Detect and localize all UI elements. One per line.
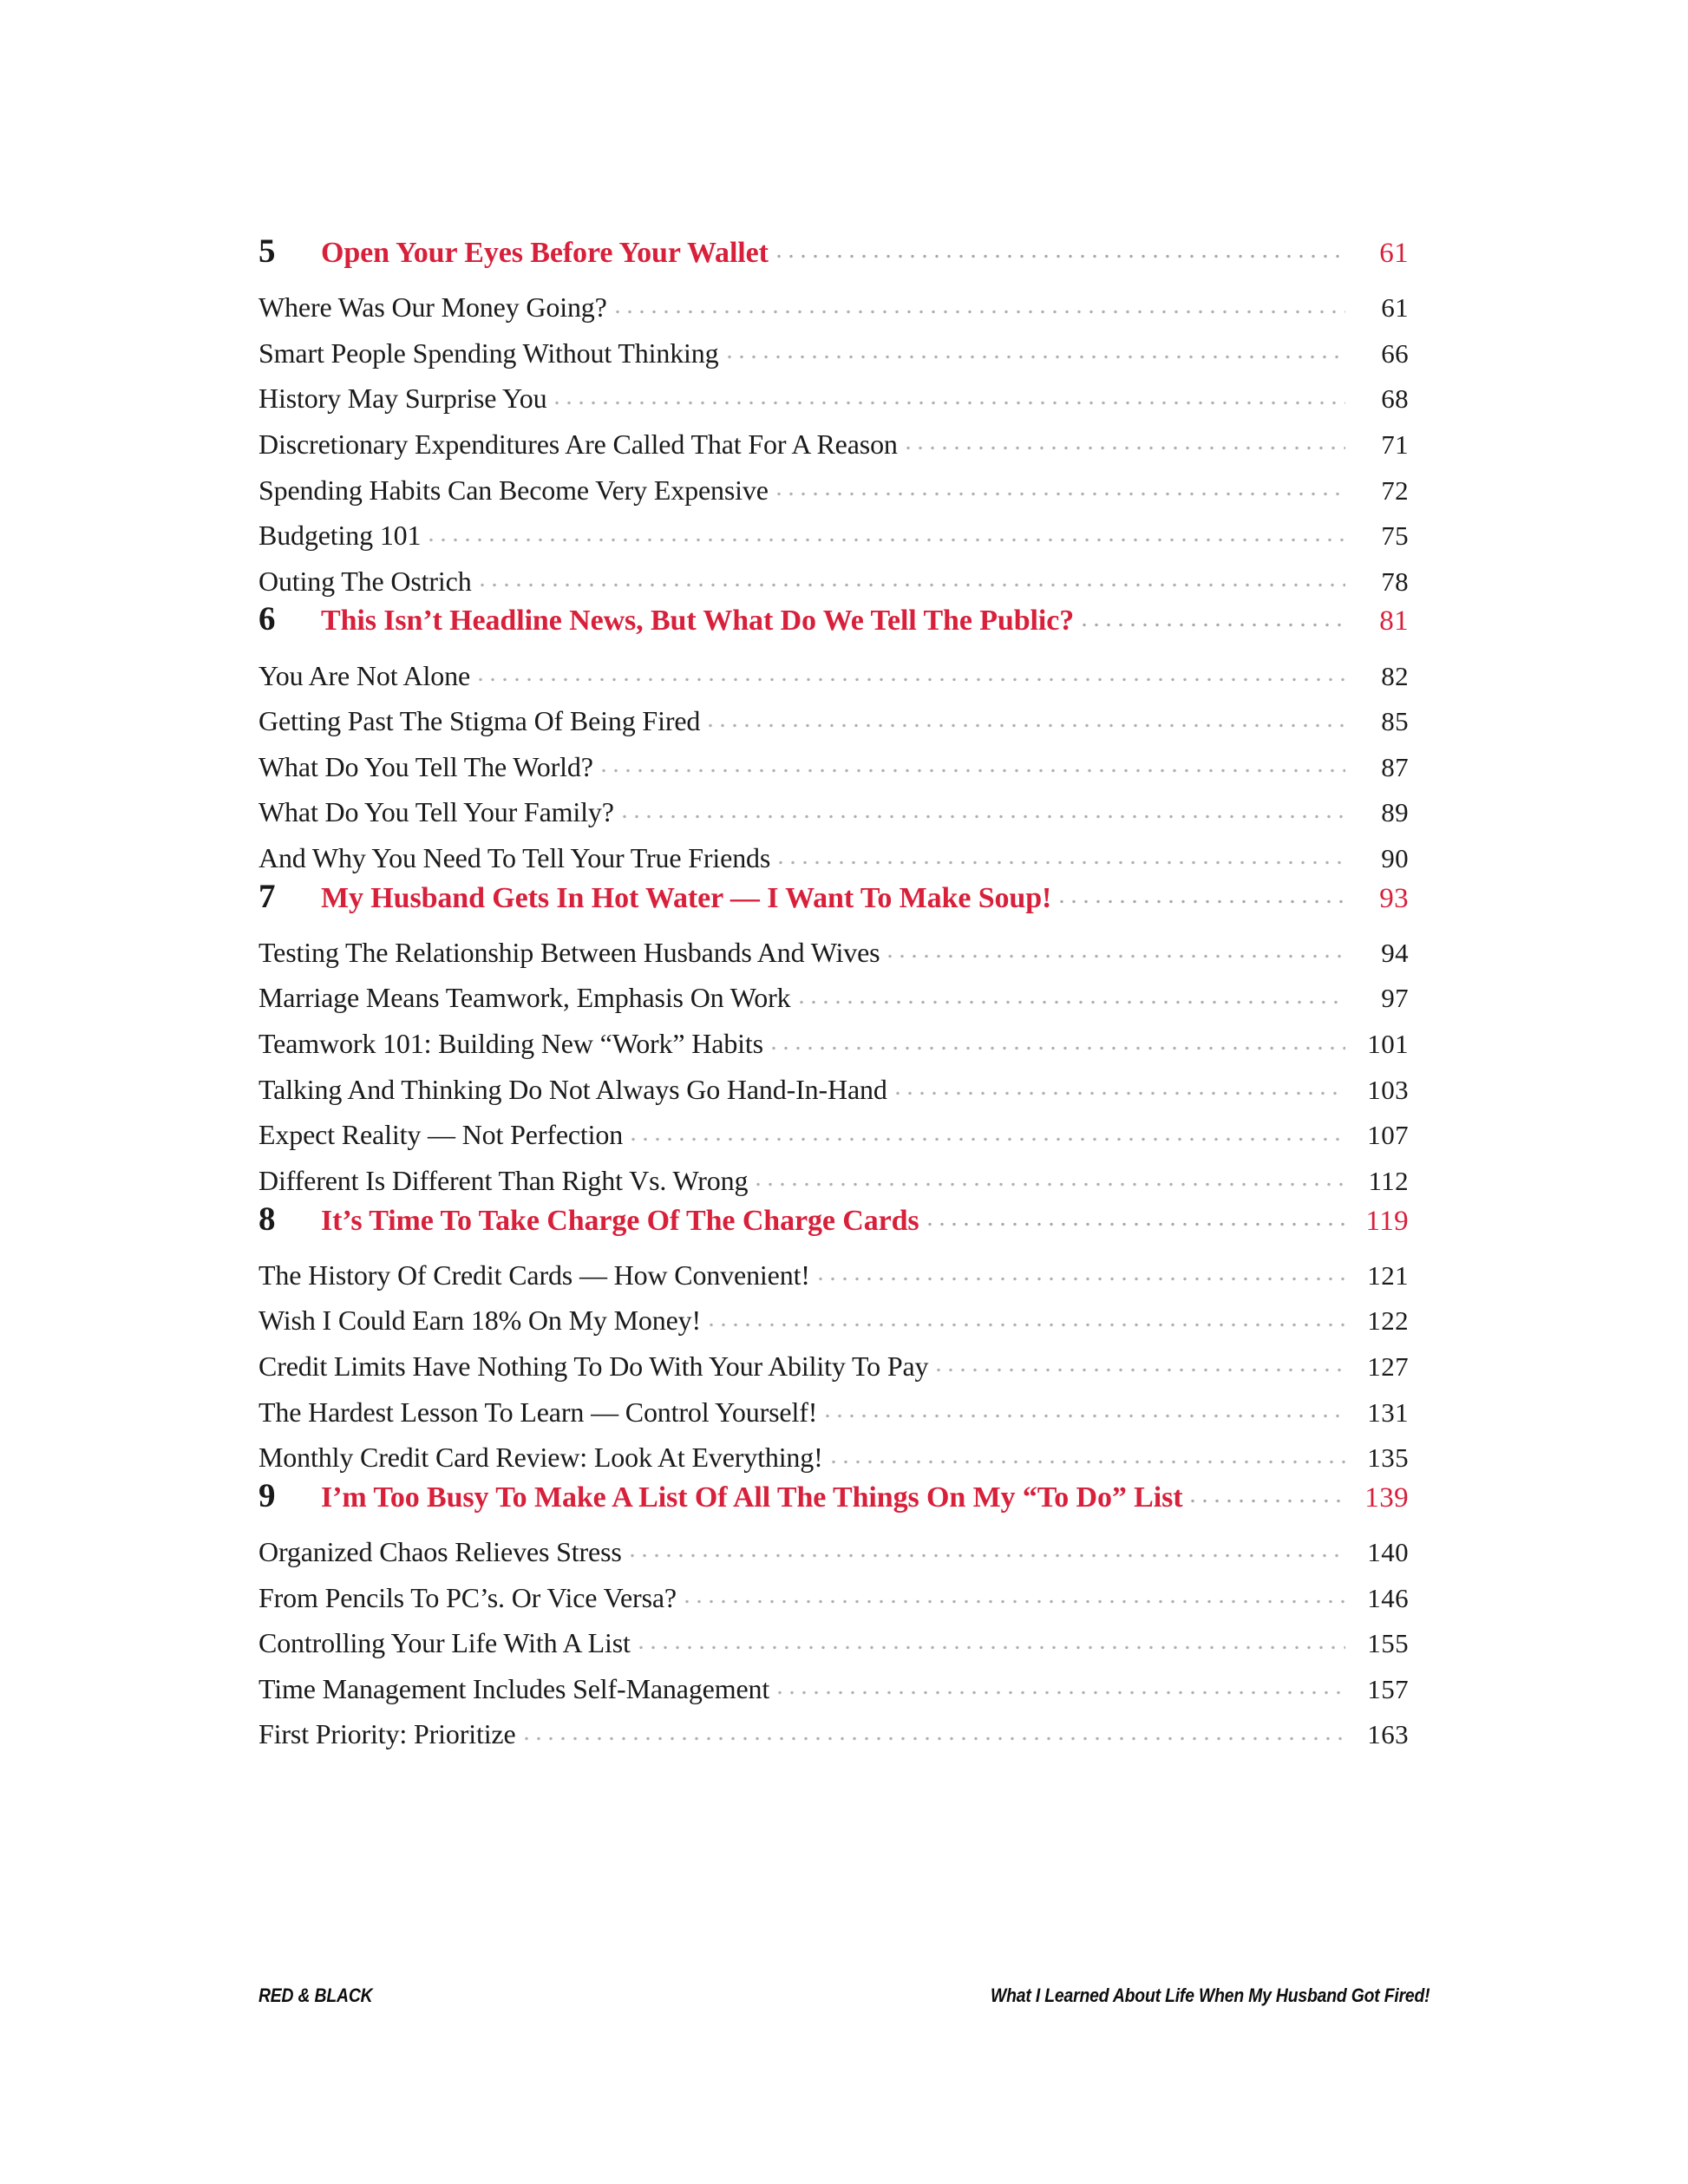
section-page-number: 103 [1367, 1074, 1409, 1105]
leader-dots [752, 1176, 1345, 1190]
section-title[interactable]: Organized Chaos Relieves Stress [258, 1535, 622, 1567]
section-title[interactable]: Marriage Means Teamwork, Emphasis On Work [258, 982, 791, 1014]
section-page-number: 107 [1367, 1120, 1409, 1151]
section-entry[interactable] [258, 377, 1409, 420]
leader-dots [828, 1453, 1345, 1467]
chapter-block [258, 1202, 1409, 1479]
section-page-number: 97 [1381, 983, 1409, 1014]
leader-dots [1078, 616, 1347, 630]
section-title[interactable]: Testing The Relationship Between Husbands And Wives [258, 936, 880, 968]
chapter-page-number: 119 [1365, 1205, 1409, 1237]
section-entry[interactable] [258, 1531, 1409, 1573]
section-entry[interactable] [258, 1114, 1409, 1156]
section-title[interactable]: Outing The Ostrich [258, 565, 472, 597]
table-of-contents [258, 234, 1409, 1756]
section-entry[interactable] [258, 1345, 1409, 1388]
section-entry[interactable] [258, 1254, 1409, 1297]
chapter-page-number: 93 [1379, 882, 1409, 914]
section-title[interactable]: Talking And Thinking Do Not Always Go Hand-In-Hand [258, 1073, 887, 1105]
section-title[interactable]: What Do You Tell Your Family? [258, 796, 614, 828]
section-title[interactable]: The Hardest Lesson To Learn — Control Yourself! [258, 1396, 818, 1428]
section-page-number: 85 [1381, 706, 1409, 737]
section-entry[interactable] [258, 332, 1409, 375]
section-page-number: 66 [1381, 337, 1409, 369]
section-list [258, 932, 1409, 1202]
section-page-number: 82 [1381, 660, 1409, 691]
chapter-title[interactable]: Open Your Eyes Before Your Wallet [321, 237, 769, 269]
chapter-title[interactable]: This Isn’t Headline News, But What Do We Tell The Public? [321, 605, 1075, 638]
section-page-number: 61 [1381, 292, 1409, 324]
chapter-entry-6[interactable] [258, 602, 1409, 638]
leader-dots [598, 762, 1345, 776]
section-page-number: 75 [1381, 520, 1409, 552]
section-title[interactable]: History May Surprise You [258, 383, 547, 415]
leader-dots [612, 303, 1345, 317]
leader-dots [635, 1638, 1345, 1652]
chapter-number: 8 [258, 1200, 276, 1238]
chapter-title[interactable]: I’m Too Busy To Make A List Of All The Things On My “To Do” List [321, 1481, 1183, 1514]
leader-dots [476, 577, 1345, 591]
section-entry[interactable] [258, 1391, 1409, 1434]
leader-dots [902, 440, 1345, 454]
chapter-block [258, 1476, 1409, 1756]
section-title[interactable]: Wish I Could Earn 18% On My Money! [258, 1305, 701, 1337]
chapter-block [258, 234, 1409, 602]
chapter-block [258, 602, 1409, 879]
section-title[interactable]: The History Of Credit Cards — How Convenient! [258, 1259, 810, 1291]
section-page-number: 121 [1367, 1259, 1409, 1291]
section-page-number: 72 [1381, 474, 1409, 506]
page-footer [258, 1985, 1430, 2007]
leader-dots [705, 1316, 1345, 1330]
section-list [258, 286, 1409, 602]
section-entry[interactable] [258, 700, 1409, 742]
section-page-number: 127 [1367, 1350, 1409, 1382]
section-title[interactable]: Credit Limits Have Nothing To Do With Your Ability To Pay [258, 1350, 929, 1382]
section-page-number: 94 [1381, 937, 1409, 968]
leader-dots [618, 808, 1345, 821]
section-title[interactable]: First Priority: Prioritize [258, 1718, 516, 1750]
chapter-entry-8[interactable] [258, 1202, 1409, 1239]
section-page-number: 135 [1367, 1442, 1409, 1474]
footer-book-subtitle: What I Learned About Life When My Husband Got Fired! [990, 1985, 1430, 2006]
section-title[interactable]: Monthly Credit Card Review: Look At Everything! [258, 1442, 823, 1474]
chapter-number: 6 [258, 600, 276, 638]
section-title[interactable]: Budgeting 101 [258, 520, 422, 552]
chapter-page-number: 61 [1379, 238, 1409, 269]
chapter-page-number: 139 [1364, 1481, 1409, 1514]
section-entry[interactable] [258, 423, 1409, 466]
leader-dots [924, 1216, 1347, 1230]
leader-dots [768, 1039, 1345, 1053]
leader-dots [932, 1362, 1345, 1376]
section-entry[interactable] [258, 1160, 1409, 1202]
section-title[interactable]: Where Was Our Money Going? [258, 291, 607, 324]
section-page-number: 87 [1381, 751, 1409, 782]
section-page-number: 90 [1381, 843, 1409, 874]
chapter-title[interactable]: It’s Time To Take Charge Of The Charge Cards [321, 1204, 919, 1237]
section-entry[interactable] [258, 1436, 1409, 1479]
leader-dots [626, 1547, 1345, 1561]
leader-dots [1187, 1493, 1347, 1507]
section-title[interactable]: Time Management Includes Self-Management [258, 1672, 770, 1704]
section-entry[interactable] [258, 469, 1409, 512]
section-title[interactable]: And Why You Need To Tell Your True Friends [258, 842, 771, 874]
section-title[interactable]: Teamwork 101: Building New “Work” Habits [258, 1028, 763, 1060]
section-page-number: 122 [1367, 1305, 1409, 1337]
section-page-number: 68 [1381, 383, 1409, 415]
leader-dots [795, 993, 1346, 1007]
section-page-number: 157 [1367, 1673, 1409, 1704]
section-page-number: 101 [1367, 1029, 1409, 1060]
leader-dots [1056, 893, 1347, 907]
section-list [258, 1254, 1409, 1479]
leader-dots [775, 853, 1345, 867]
section-page-number: 112 [1368, 1165, 1409, 1196]
section-title[interactable]: Smart People Spending Without Thinking [258, 337, 719, 369]
leader-dots [773, 248, 1347, 262]
chapter-title[interactable]: My Husband Gets In Hot Water — I Want To Make Soup! [321, 881, 1052, 914]
section-entry[interactable] [258, 791, 1409, 834]
chapter-page-number: 81 [1379, 605, 1409, 638]
section-entry[interactable] [258, 1668, 1409, 1710]
chapter-entry-5[interactable] [258, 234, 1409, 271]
chapter-entry-9[interactable] [258, 1476, 1409, 1515]
section-list [258, 655, 1409, 879]
section-entry[interactable] [258, 286, 1409, 329]
section-title[interactable]: What Do You Tell The World? [258, 750, 593, 782]
section-entry[interactable] [258, 837, 1409, 879]
section-page-number: 140 [1367, 1536, 1409, 1567]
section-title[interactable]: You Are Not Alone [258, 659, 470, 691]
leader-dots [774, 1684, 1345, 1698]
chapter-number: 7 [258, 877, 276, 915]
section-page-number: 78 [1381, 566, 1409, 597]
section-entry[interactable] [258, 1713, 1409, 1756]
leader-dots [723, 349, 1346, 363]
section-entry[interactable] [258, 655, 1409, 697]
section-title[interactable]: Discretionary Expenditures Are Called That For A Reason [258, 428, 898, 460]
leader-dots [520, 1730, 1345, 1743]
section-page-number: 155 [1367, 1628, 1409, 1659]
section-title[interactable]: Spending Habits Can Become Very Expensive [258, 474, 769, 506]
section-page-number: 71 [1381, 428, 1409, 460]
leader-dots [425, 531, 1345, 545]
section-entry[interactable] [258, 1622, 1409, 1664]
leader-dots [815, 1271, 1345, 1285]
section-list [258, 1531, 1409, 1756]
leader-dots [884, 948, 1345, 962]
section-entry[interactable] [258, 977, 1409, 1019]
section-entry[interactable] [258, 560, 1409, 603]
section-page-number: 131 [1367, 1396, 1409, 1428]
section-title[interactable]: Controlling Your Life With A List [258, 1627, 631, 1659]
leader-dots [627, 1130, 1345, 1144]
leader-dots [704, 716, 1345, 730]
leader-dots [773, 486, 1345, 500]
section-page-number: 89 [1381, 797, 1409, 828]
section-entry[interactable] [258, 746, 1409, 788]
section-title[interactable]: From Pencils To PC’s. Or Vice Versa? [258, 1581, 677, 1613]
leader-dots [474, 671, 1345, 685]
section-entry[interactable] [258, 1299, 1409, 1342]
section-entry[interactable] [258, 1023, 1409, 1065]
section-entry[interactable] [258, 932, 1409, 974]
leader-dots [681, 1593, 1345, 1607]
footer-book-imprint: RED & BLACK [258, 1985, 373, 2006]
section-page-number: 163 [1367, 1719, 1409, 1750]
leader-dots [892, 1085, 1345, 1099]
section-entry[interactable] [258, 1577, 1409, 1619]
section-entry[interactable] [258, 1069, 1409, 1111]
leader-dots [551, 394, 1345, 408]
section-title[interactable]: Different Is Different Than Right Vs. Wrong [258, 1164, 749, 1196]
chapter-entry-7[interactable] [258, 879, 1409, 916]
chapter-number: 9 [258, 1476, 276, 1514]
section-title[interactable]: Expect Reality — Not Perfection [258, 1119, 624, 1151]
section-title[interactable]: Getting Past The Stigma Of Being Fired [258, 705, 701, 737]
section-page-number: 146 [1367, 1582, 1409, 1613]
chapter-block [258, 879, 1409, 1202]
chapter-number: 5 [258, 232, 276, 270]
leader-dots [821, 1408, 1345, 1422]
section-entry[interactable] [258, 514, 1409, 557]
